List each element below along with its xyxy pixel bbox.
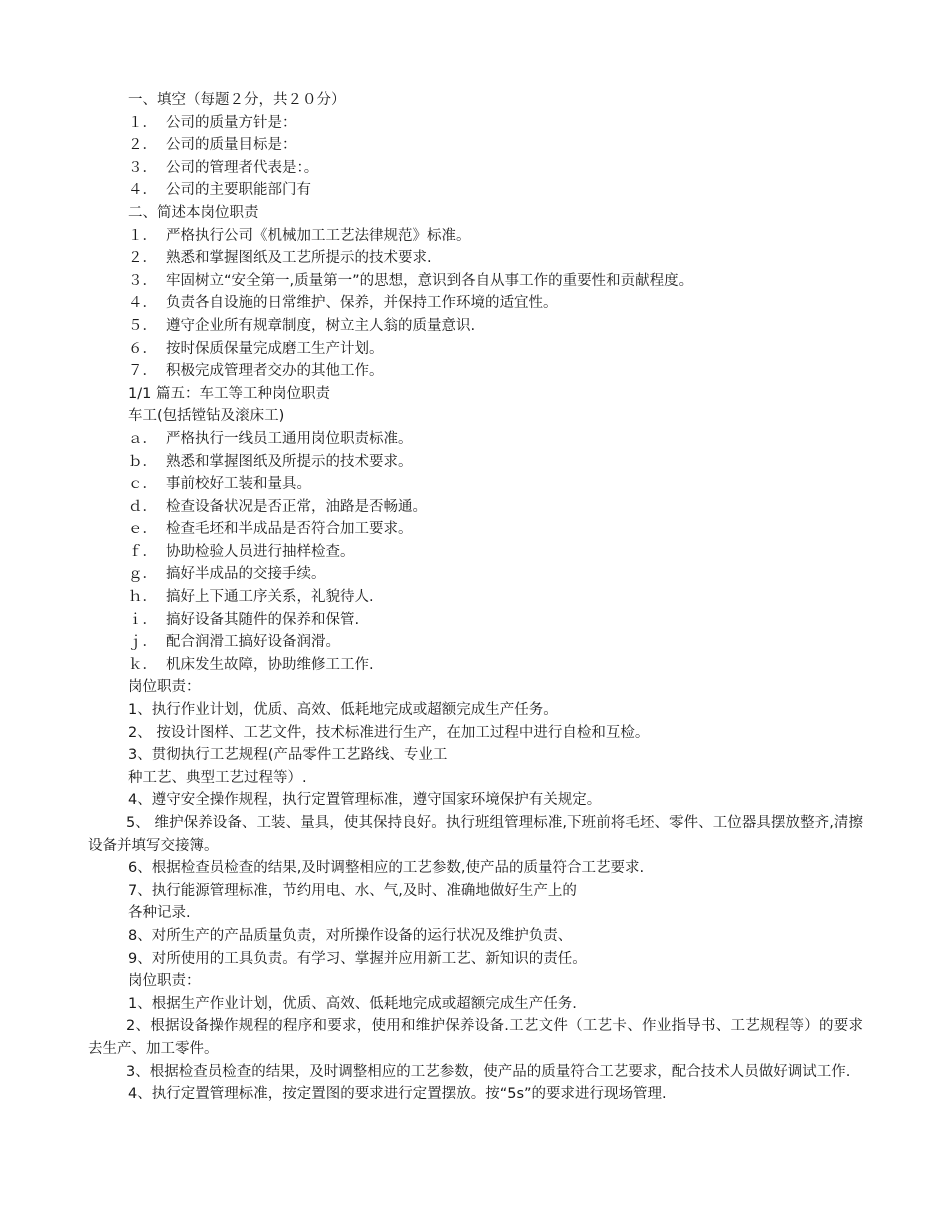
text-line bbox=[88, 360, 863, 383]
text-line bbox=[88, 383, 863, 406]
line-text: 负责各自设施的日常维护、保养，并保持工作环境的适宜性。 bbox=[166, 295, 558, 312]
item-number: ｆ． bbox=[128, 543, 157, 560]
text-line bbox=[88, 857, 863, 880]
item-number: ｈ． bbox=[128, 589, 157, 606]
item-number: ３． bbox=[128, 159, 157, 176]
text-line bbox=[88, 179, 863, 202]
line-text: 岗位职责： bbox=[128, 973, 201, 990]
item-number: ５． bbox=[128, 317, 157, 334]
line-text: 7、执行能源管理标准，节约用电、水、气,及时、准确地做好生产上的 bbox=[128, 882, 577, 899]
line-text: 严格执行一线员工通用岗位职责标准。 bbox=[166, 430, 413, 447]
text-line bbox=[88, 586, 863, 609]
line-text: 搞好半成品的交接手续。 bbox=[166, 566, 326, 583]
text-line bbox=[88, 518, 863, 541]
text-line bbox=[88, 496, 863, 519]
line-text: 熟悉和掌握图纸及所提示的技术要求。 bbox=[166, 453, 413, 470]
text-line bbox=[88, 338, 863, 361]
text-line bbox=[88, 247, 863, 270]
item-number: ｉ． bbox=[128, 611, 157, 628]
line-text: 公司的质量方针是： bbox=[166, 114, 297, 131]
item-number: ｂ． bbox=[128, 453, 157, 470]
text-line bbox=[88, 451, 863, 474]
text-line bbox=[88, 315, 863, 338]
line-text: 3、根据检查员检查的结果，及时调整相应的工艺参数，使产品的质量符合工艺要求，配合技术人员做好调试工作. bbox=[126, 1063, 851, 1080]
line-text: 种工艺、典型工艺过程等）. bbox=[128, 769, 307, 786]
item-number: ｃ． bbox=[128, 476, 157, 493]
line-text: 2、根据设备操作规程的程序和要求，使用和维护保养设备.工艺文件（工艺卡、作业指导书、工艺规程等）的要求去生产、加工零件。 bbox=[88, 1018, 863, 1057]
line-text: 搞好设备其随件的保养和保管. bbox=[166, 611, 360, 628]
line-text: 1、根据生产作业计划，优质、高效、低耗地完成或超额完成生产任务. bbox=[128, 995, 577, 1012]
text-line bbox=[88, 948, 863, 971]
text-line bbox=[88, 970, 863, 993]
line-text: 遵守企业所有规章制度，树立主人翁的质量意识. bbox=[166, 317, 476, 334]
line-text: 二、简述本岗位职责 bbox=[128, 204, 259, 221]
text-line bbox=[88, 767, 863, 790]
line-text: 检查设备状况是否正常，油路是否畅通。 bbox=[166, 498, 427, 515]
text-line bbox=[88, 880, 863, 903]
text-line bbox=[88, 202, 863, 225]
line-text: 4、执行定置管理标准，按定置图的要求进行定置摆放。按“5s”的要求进行现场管理. bbox=[128, 1086, 667, 1103]
text-line bbox=[88, 676, 863, 699]
text-line bbox=[88, 225, 863, 248]
line-text: 机床发生故障，协助维修工工作. bbox=[166, 656, 374, 673]
text-line bbox=[88, 789, 863, 812]
text-line bbox=[88, 925, 863, 948]
text-line bbox=[88, 563, 863, 586]
text-line bbox=[88, 812, 863, 857]
text-line bbox=[88, 473, 863, 496]
line-text: 严格执行公司《机械加工工艺法律规范》标准。 bbox=[166, 227, 471, 244]
document-body bbox=[88, 89, 863, 1106]
text-line bbox=[88, 631, 863, 654]
text-line bbox=[88, 292, 863, 315]
line-text: 2、 按设计图样、工艺文件，技术标准进行生产，在加工过程中进行自检和互检。 bbox=[128, 724, 650, 741]
item-number: ４． bbox=[128, 182, 157, 199]
item-number: ｅ． bbox=[128, 521, 157, 538]
line-text: 牢固树立“安全第一,质量第一”的思想，意识到各自从事工作的重要性和贡献程度。 bbox=[166, 272, 694, 289]
text-line bbox=[88, 89, 863, 112]
text-line bbox=[88, 744, 863, 767]
line-text: 公司的质量目标是： bbox=[166, 137, 297, 154]
line-text: 一、填空（每题２分，共２０分） bbox=[128, 92, 346, 108]
line-text: 1、执行作业计划，优质、高效、低耗地完成或超额完成生产任务。 bbox=[128, 702, 558, 719]
item-number: ｋ． bbox=[128, 656, 157, 673]
line-text: 配合润滑工搞好设备润滑。 bbox=[166, 634, 340, 651]
item-number: ３． bbox=[128, 272, 157, 289]
line-text: 各种记录. bbox=[128, 905, 191, 922]
line-text: 按时保质保量完成磨工生产计划。 bbox=[166, 340, 384, 357]
text-line bbox=[88, 541, 863, 564]
text-line bbox=[88, 609, 863, 632]
text-line bbox=[88, 722, 863, 745]
item-number: ｄ． bbox=[128, 498, 157, 515]
text-line bbox=[88, 902, 863, 925]
line-text: 协助检验人员进行抽样检查。 bbox=[166, 543, 355, 560]
line-text: 检查毛坯和半成品是否符合加工要求。 bbox=[166, 521, 413, 538]
text-line bbox=[88, 157, 863, 180]
item-number: ２． bbox=[128, 250, 157, 267]
line-text: 6、根据检查员检查的结果,及时调整相应的工艺参数,使产品的质量符合工艺要求. bbox=[128, 860, 645, 877]
line-text: 搞好上下通工序关系，礼貌待人. bbox=[166, 589, 374, 606]
text-line bbox=[88, 405, 863, 428]
text-line bbox=[88, 134, 863, 157]
text-line bbox=[88, 428, 863, 451]
item-number: ａ． bbox=[128, 430, 157, 447]
item-number: ６． bbox=[128, 340, 157, 357]
item-number: ７． bbox=[128, 363, 157, 380]
line-text: 熟悉和掌握图纸及工艺所提示的技术要求. bbox=[166, 250, 432, 267]
text-line bbox=[88, 270, 863, 293]
line-text: 4、遵守安全操作规程，执行定置管理标准，遵守国家环境保护有关规定。 bbox=[128, 792, 602, 809]
line-text: 8、对所生产的产品质量负责，对所操作设备的运行状况及维护负责、 bbox=[128, 927, 573, 944]
line-text: 积极完成管理者交办的其他工作。 bbox=[166, 363, 384, 380]
line-text: 公司的主要职能部门有 bbox=[166, 182, 311, 199]
item-number: ｇ． bbox=[128, 566, 157, 583]
line-text: 3、贯彻执行工艺规程(产品零件工艺路线、专业工 bbox=[128, 747, 448, 764]
text-line bbox=[88, 1083, 863, 1106]
line-text: 岗位职责： bbox=[128, 679, 201, 696]
line-text: 5、 维护保养设备、工装、量具，使其保持良好。执行班组管理标准,下班前将毛坯、零件、工位器具摆放整齐,清擦设备并填写交接簿。 bbox=[88, 815, 863, 854]
text-line bbox=[88, 699, 863, 722]
item-number: ４． bbox=[128, 295, 157, 312]
line-text: 9、对所使用的工具负责。有学习、掌握并应用新工艺、新知识的责任。 bbox=[128, 950, 587, 967]
item-number: ２． bbox=[128, 137, 157, 154]
text-line bbox=[88, 1015, 863, 1060]
item-number: ｊ． bbox=[128, 634, 157, 651]
text-line bbox=[88, 993, 863, 1016]
line-text: 车工(包括镗钻及滚床工) bbox=[128, 408, 285, 425]
line-text: 事前校好工装和量具。 bbox=[166, 476, 311, 493]
text-line bbox=[88, 112, 863, 135]
line-text: 公司的管理者代表是：。 bbox=[166, 159, 319, 176]
text-line bbox=[88, 654, 863, 677]
item-number: １． bbox=[128, 227, 157, 244]
text-line bbox=[88, 1061, 863, 1084]
item-number: １． bbox=[128, 114, 157, 131]
line-text: 1/1 篇五：车工等工种岗位职责 bbox=[128, 385, 330, 402]
